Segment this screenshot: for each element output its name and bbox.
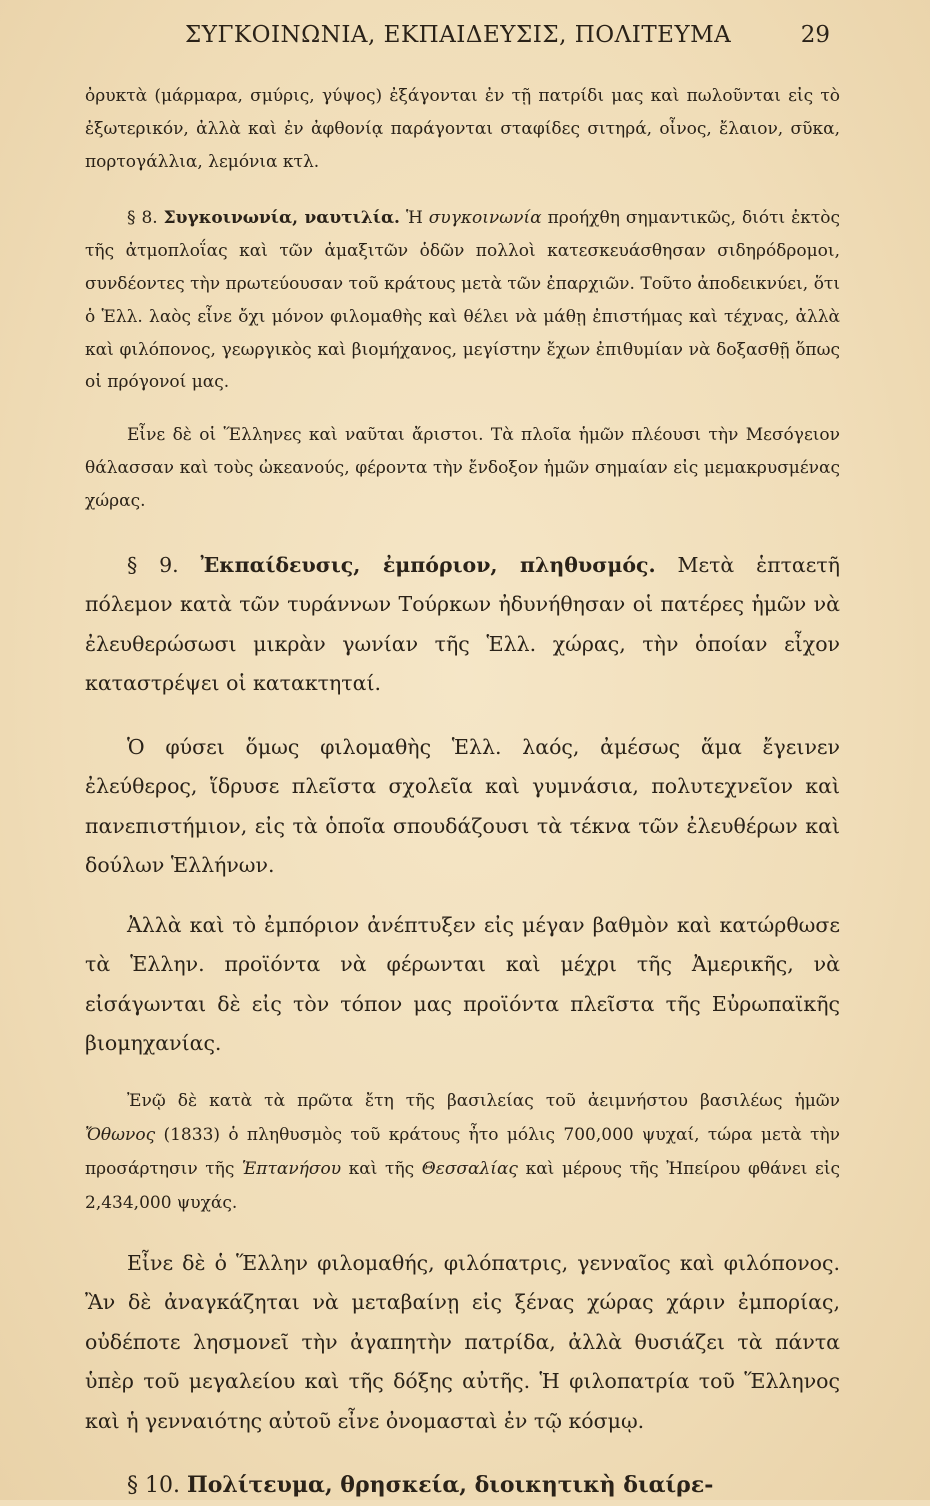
section-9-paragraph-2: Ὁ φύσει ὅμως φιλομαθὴς Ἑλλ. λαός, ἀμέσως ἅμα ἔγεινεν ἐλεύθερος, ἵδρυσε πλεῖστα σχολεῖα καὶ γυμνάσια, πολυτεχνεῖον καὶ πανεπιστήμιον, εἰς τὰ ὁποῖα σπουδάζουσι τὰ τέκνα τῶν ἐλευθέρων καὶ δούλων Ἑλλήνων. — [85, 734, 840, 878]
section-10-heading: Πολίτευμα, θρησκεία, διοικητικὴ διαίρε- — [186, 1472, 714, 1499]
population-note — [85, 1084, 840, 1220]
running-header — [70, 22, 830, 58]
section-8-label: § 8. — [127, 208, 158, 229]
header-title: ΣΥΓΚΟΙΝΩΝΙΑ, ΕΚΠΑΙΔΕΥΣΙΣ, ΠΟΛΙΤΕΥΜΑ — [185, 22, 732, 48]
section-8-text-a: Ἡ — [405, 208, 423, 229]
section-9-paragraph-3: Ἀλλὰ καὶ τὸ ἐμπόριον ἀνέπτυξεν εἰς μέγαν βαθμὸν καὶ κατώρθωσε τὰ Ἑλλην. προϊόντα νὰ φέρωνται καὶ μέχρι τῆς Ἀμερικῆς, νὰ εἰσάγωνται δὲ εἰς τὸν τόπον μας προϊόντα πλεῖστα τῆς Εὐρωπαϊκῆς βιομηχανίας. — [85, 912, 840, 1056]
section-10-label: § 10. — [127, 1473, 180, 1499]
page-body — [85, 80, 840, 1506]
section-8-heading: Συγκοινωνία, ναυτιλία. — [163, 208, 400, 229]
section-9-paragraph — [85, 546, 840, 704]
population-note-otto: Ὄθωνος — [85, 1124, 156, 1145]
population-note-c: καὶ τῆς — [348, 1158, 415, 1179]
population-note-thessaly: Θεσσαλίας — [421, 1158, 518, 1179]
page-number: 29 — [800, 22, 830, 48]
population-note-d: καὶ μέρους τῆς Ἠπείρου φθάνει εἰς 2,434,000 ψυχάς. — [85, 1158, 841, 1213]
intro-paragraph: ὀρυκτὰ (μάρμαρα, σμύρις, γύψος) ἐξάγονται ἐν τῇ πατρίδι μας καὶ πωλοῦνται εἰς τὸ ἐξωτερικόν, ἀλλὰ καὶ ἐν ἀφθονίᾳ παράγονται σταφίδες σιτηρά, οἶνος, ἔλαιον, σῦκα, πορτογάλλια, λεμόνια κτλ. — [85, 86, 840, 172]
section-8-italic-term: συγκοινωνία — [428, 208, 542, 229]
section-9-text: Μετὰ ἑπταετῆ πόλεμον κατὰ τῶν τυράννων Τούρκων ἠδυνήθησαν οἱ πατέρες ἡμῶν νὰ ἐλευθερώσωσι μικρὰν γωνίαν τῆς Ἑλλ. χώρας, τὴν ὁποίαν εἶχον καταστρέψει οἱ κατακτηταί. — [85, 552, 841, 696]
section-9-paragraph-4: Εἶνε δὲ ὁ Ἕλλην φιλομαθής, φιλόπατρις, γενναῖος καὶ φιλόπονος. Ἂν δὲ ἀναγκάζηται νὰ μεταβαίνῃ εἰς ξένας χώρας χάριν ἐμπορίας, οὐδέποτε λησμονεῖ τὴν ἀγαπητὴν πατρίδα, ἀλλὰ θυσιάζει τὰ πάντα ὑπὲρ τοῦ μεγαλείου καὶ τῆς δόξης αὐτῆς. Ἡ φιλοπατρία τοῦ Ἕλληνος καὶ ἡ γενναιότης αὐτοῦ εἶνε ὀνομασταὶ ἐν τῷ κόσμῳ. — [85, 1250, 840, 1433]
population-note-b: (1833) ὁ πληθυσμὸς τοῦ κράτους ἦτο μόλις 700,000 ψυχαί, τώρα μετὰ τὴν προσάρτησιν τῆς — [85, 1124, 840, 1179]
section-8-paragraph — [85, 202, 840, 399]
section-8-paragraph-2: Εἶνε δὲ οἱ Ἕλληνες καὶ ναῦται ἄριστοι. Τὰ πλοῖα ἡμῶν πλέουσι τὴν Μεσόγειον θάλασσαν καὶ τοὺς ὠκεανούς, φέροντα τὴν ἔνδοξον ἡμῶν σημαίαν εἰς μεμακρυσμένας χώρας. — [85, 425, 840, 511]
population-note-heptanesos: Ἑπτανήσου — [242, 1158, 342, 1179]
section-8-text-b: προήχθη σημαντικῶς, διότι ἐκτὸς τῆς ἀτμοπλοΐας καὶ τῶν ἁμαξιτῶν ὁδῶν πολλοὶ κατεσκευάσθησαν σιδηρόδρομοι, συνδέοντες τὴν πρωτεύουσαν τοῦ κράτους μετὰ τῶν ἐπαρχιῶν. Τοῦτο ἀποδεικνύει, ὅτι ὁ Ἑλλ. λαὸς εἶνε ὄχι μόνον φιλομαθὴς καὶ θέλει νὰ μάθῃ ἐπιστήμας καὶ τέχνας, ἀλλὰ καὶ φιλόπονος, γεωργικὸς καὶ βιομήχανος, μεγίστην ἔχων ἐπιθυμίαν νὰ δοξασθῇ ὅπως οἱ πρόγονοί μας. — [85, 208, 841, 393]
population-note-a: Ἐνῷ δὲ κατὰ τὰ πρῶτα ἔτη τῆς βασιλείας τοῦ ἀειμνήστου βασιλέως ἡμῶν — [127, 1090, 840, 1111]
section-9-heading: Ἐκπαίδευσις, ἐμπόριον, πληθυσμός. — [200, 552, 656, 577]
section-9-label: § 9. — [127, 552, 179, 577]
